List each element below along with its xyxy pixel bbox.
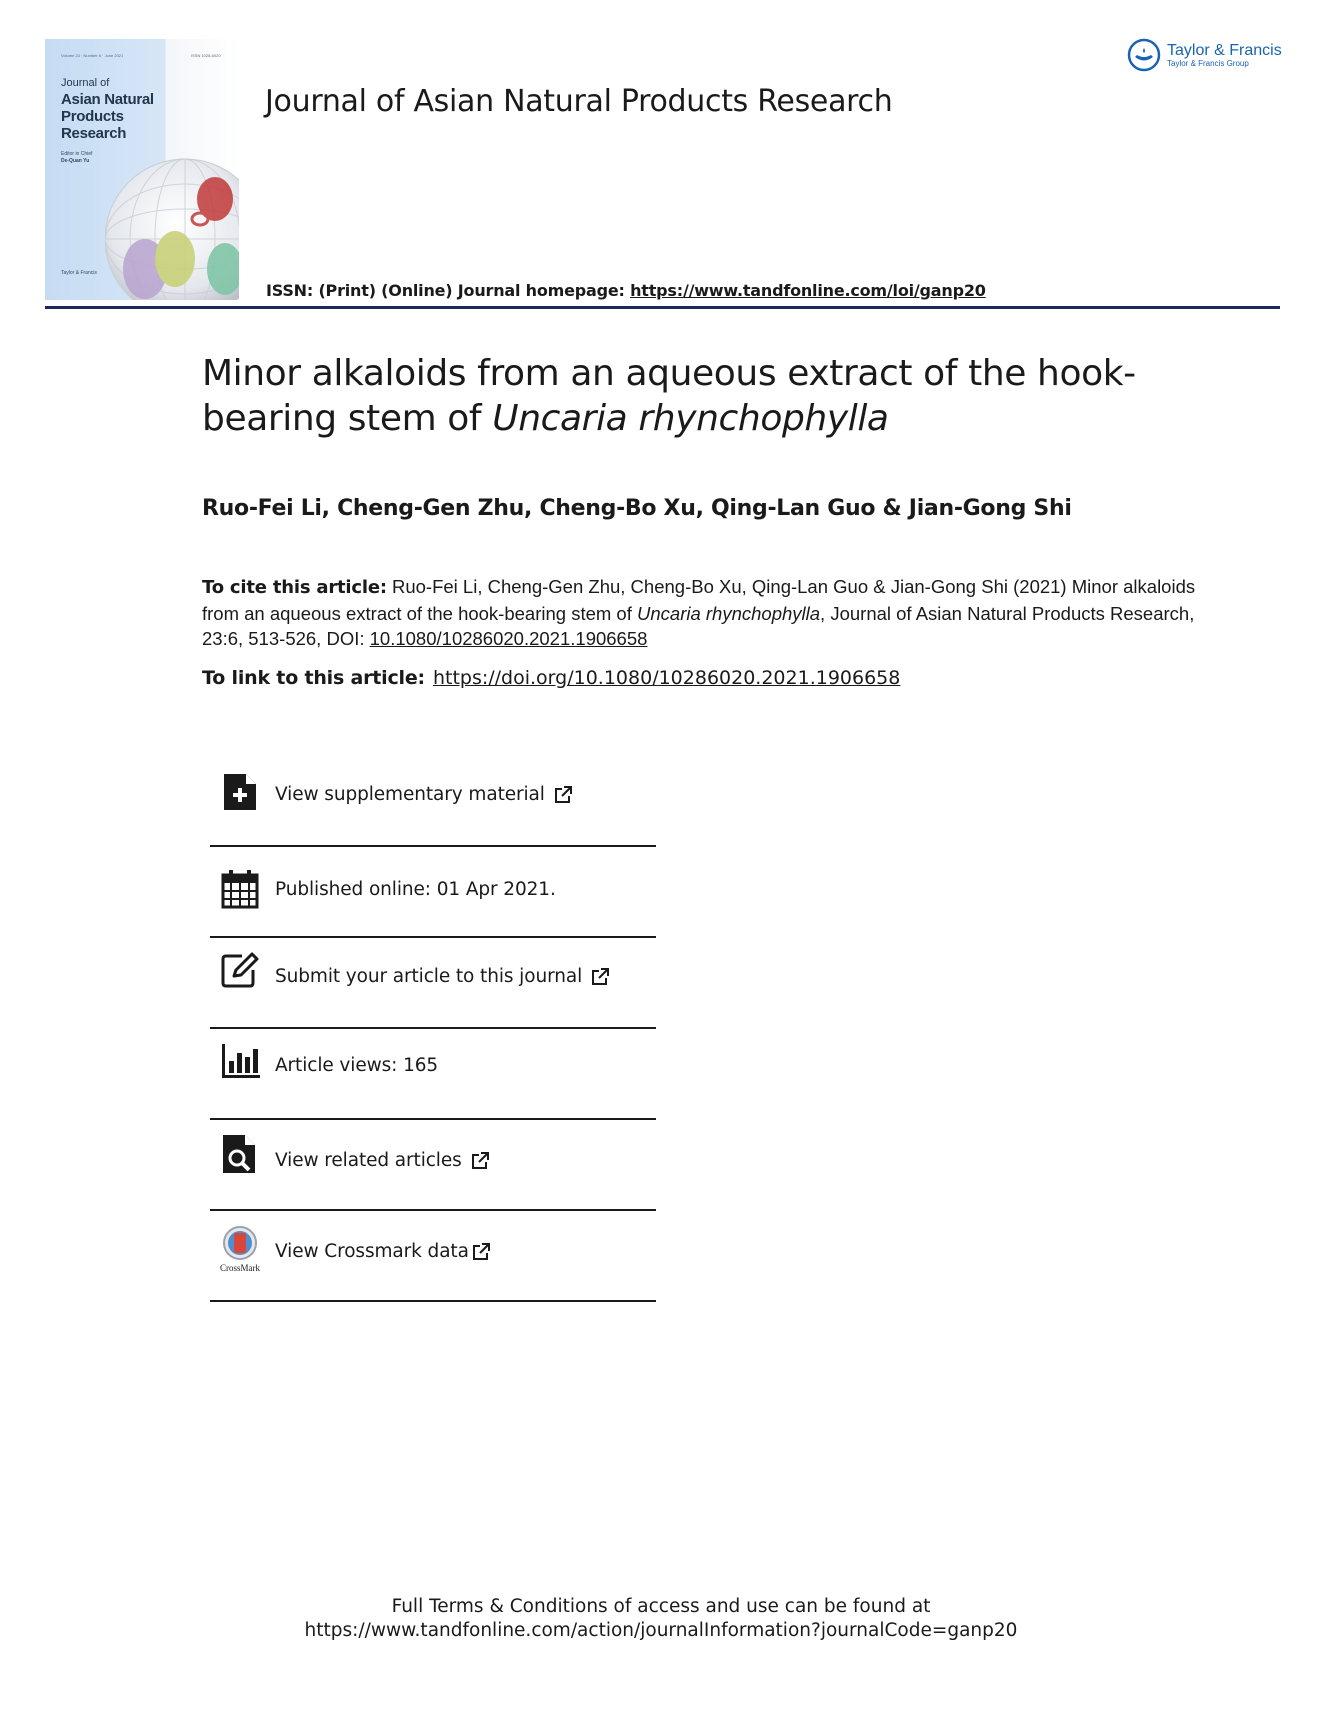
info-item-views — [210, 1029, 656, 1120]
footer-terms: Full Terms & Conditions of access and use can be found at — [391, 1596, 931, 1617]
info-item-supplementary[interactable] — [210, 752, 656, 847]
info-item-related[interactable] — [210, 1120, 656, 1211]
edit-icon — [220, 950, 260, 990]
footer — [0, 1595, 1322, 1643]
info-item-label: View supplementary material — [275, 784, 545, 805]
footer-terms-link[interactable]: https://www.tandfonline.com/action/journalInformation?journalCode=ganp20 — [304, 1620, 1018, 1641]
cover-title — [61, 75, 171, 142]
article-title-main: Minor alkaloids from an aqueous extract of the hook-bearing stem of — [202, 353, 1136, 439]
info-item-label: View related articles — [275, 1150, 462, 1171]
info-item-label: View Crossmark data — [275, 1241, 469, 1262]
cover-editor-label: Editor in Chief — [61, 151, 93, 157]
search-file-icon — [220, 1134, 260, 1174]
journal-cover — [45, 39, 239, 300]
publisher-logo[interactable] — [1127, 38, 1282, 72]
cover-title-line: Journal of — [61, 77, 110, 89]
external-link-icon — [470, 1151, 490, 1171]
journal-homepage-link[interactable]: https://www.tandfonline.com/loi/ganp20 — [630, 281, 986, 300]
article-doi-link[interactable]: https://doi.org/10.1080/10286020.2021.1906658 — [432, 667, 901, 689]
calendar-icon — [220, 869, 260, 909]
external-link-icon — [471, 1242, 491, 1262]
header-divider — [45, 306, 1280, 309]
external-link-icon — [590, 967, 610, 987]
info-item-published — [210, 847, 656, 938]
cover-title-line: Products — [61, 108, 124, 125]
bar-chart-icon — [220, 1041, 260, 1081]
citation-text: Ruo-Fei Li, Cheng-Gen Zhu, Cheng-Bo Xu, Qing-Lan Guo & Jian-Gong Shi (2021) Minor alkaloids from an aqueous extract of the hook-bearing stem of — [202, 576, 1196, 624]
article-title-species: Uncaria rhynchophylla — [492, 398, 889, 439]
cover-volume-line: Volume 23 · Number 6 · June 2021 — [61, 53, 124, 58]
cover-sphere-illustration — [105, 139, 239, 300]
crossmark-icon — [220, 1225, 260, 1271]
crossmark-caption: CrossMark — [220, 1263, 260, 1273]
citation-block — [202, 574, 1202, 652]
article-authors: Ruo-Fei Li, Cheng-Gen Zhu, Cheng-Bo Xu, Qing-Lan Guo & Jian-Gong Shi — [202, 496, 1072, 521]
article-link-line — [202, 667, 900, 689]
cover-issn: ISSN 1028-6020 — [191, 53, 221, 58]
cover-publisher: Taylor & Francis — [61, 270, 97, 276]
publisher-group: Taylor & Francis Group — [1167, 59, 1249, 68]
cover-editor-name: De-Quan Yu — [61, 158, 90, 164]
publisher-name: Taylor & Francis — [1167, 42, 1282, 59]
article-title — [202, 351, 1182, 441]
citation-doi-link[interactable]: 10.1080/10286020.2021.1906658 — [369, 628, 648, 649]
info-item-crossmark[interactable] — [210, 1211, 656, 1302]
info-item-label: Published online: 01 Apr 2021. — [275, 879, 556, 900]
crossmark-badge-icon — [222, 1225, 258, 1261]
cover-editor — [61, 151, 92, 165]
info-item-label: Submit your article to this journal — [275, 966, 583, 987]
citation-label: To cite this article: — [202, 577, 387, 598]
publisher-lamp-icon — [1127, 38, 1161, 72]
info-item-submit[interactable] — [210, 938, 656, 1029]
issn-line — [266, 281, 986, 300]
article-info-list — [210, 752, 656, 1302]
cover-title-line: Research — [61, 125, 127, 142]
citation-text-tail: , Journal of Asian Natural Products Research, 23:6, 513-526, DOI: — [202, 602, 1195, 649]
external-link-icon — [553, 785, 573, 805]
cover-title-line: Asian Natural — [61, 91, 154, 108]
journal-title: Journal of Asian Natural Products Research — [265, 84, 893, 119]
article-link-label: To link to this article: — [202, 667, 425, 689]
info-item-label: Article views: 165 — [275, 1055, 439, 1076]
issn-prefix: ISSN: (Print) (Online) Journal homepage: — [266, 281, 631, 300]
file-plus-icon — [220, 772, 260, 812]
citation-species: Uncaria rhynchophylla — [637, 602, 821, 624]
